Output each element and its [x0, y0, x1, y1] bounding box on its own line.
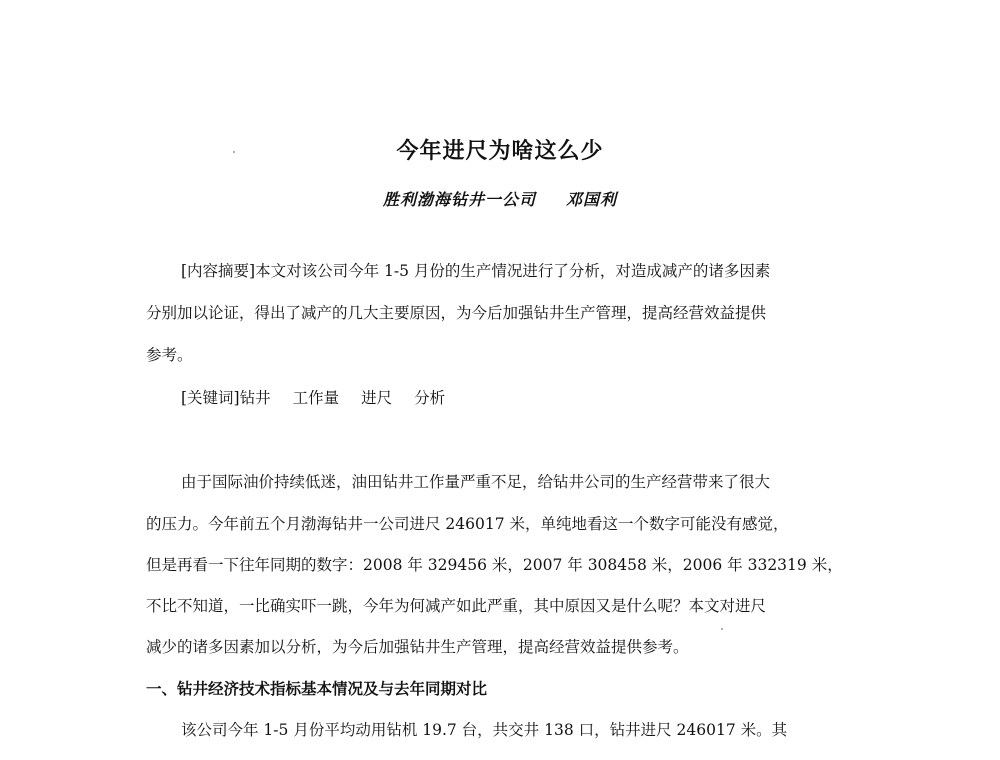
- section-heading: 一、钻井经济技术指标基本情况及与去年同期对比: [146, 680, 488, 698]
- keyword-item: 分析: [414, 389, 446, 407]
- byline-organization: 胜利渤海钻井一公司: [382, 190, 536, 209]
- document-title: 今年进尺为啥这么少: [396, 139, 604, 164]
- body-line-2: 的压力。今年前五个月渤海钻井一公司进尺 246017 米，单纯地看这一个数字可能没有感觉，: [146, 515, 789, 533]
- body-line-3: 但是再看一下往年同期的数字：2008 年 329456 米，2007 年 308458 米，2006 年 332319 米，: [146, 556, 843, 574]
- body-line-5: 减少的诸多因素加以分析，为今后加强钻井生产管理，提高经营效益提供参考。: [146, 638, 689, 656]
- scan-speck: [721, 628, 723, 630]
- body-line-4: 不比不知道，一比确实吓一跳，今年为何减产如此严重，其中原因又是什么呢？本文对进尺: [146, 597, 767, 615]
- byline-author: 邓国利: [566, 190, 618, 209]
- keyword-item: 进尺: [361, 389, 393, 407]
- keyword-item: 钻井: [239, 389, 271, 407]
- keyword-item: 工作量: [292, 389, 340, 407]
- abstract-text: 本文对该公司今年 1-5 月份的生产情况进行了分析，对造成减产的诸多因素: [255, 262, 771, 280]
- abstract-label: [内容摘要]: [181, 262, 256, 280]
- abstract-line-3: 参考。: [146, 346, 193, 364]
- body-line-1: 由于国际油价持续低迷，油田钻井工作量严重不足，给钻井公司的生产经营带来了很大: [181, 473, 771, 491]
- section-line-1: 该公司今年 1-5 月份平均动用钻机 19.7 台，共交井 138 口，钻井进尺 246017 米。其: [181, 721, 788, 739]
- keywords-label: [关键词]: [181, 389, 240, 407]
- keywords-line: [181, 388, 858, 408]
- scan-speck: [233, 151, 235, 153]
- abstract-line-2: 分别加以论证，得出了减产的几大主要原因，为今后加强钻井生产管理，提高经营效益提供: [146, 304, 767, 322]
- byline: [0, 187, 1000, 210]
- abstract-line-1: [181, 261, 858, 281]
